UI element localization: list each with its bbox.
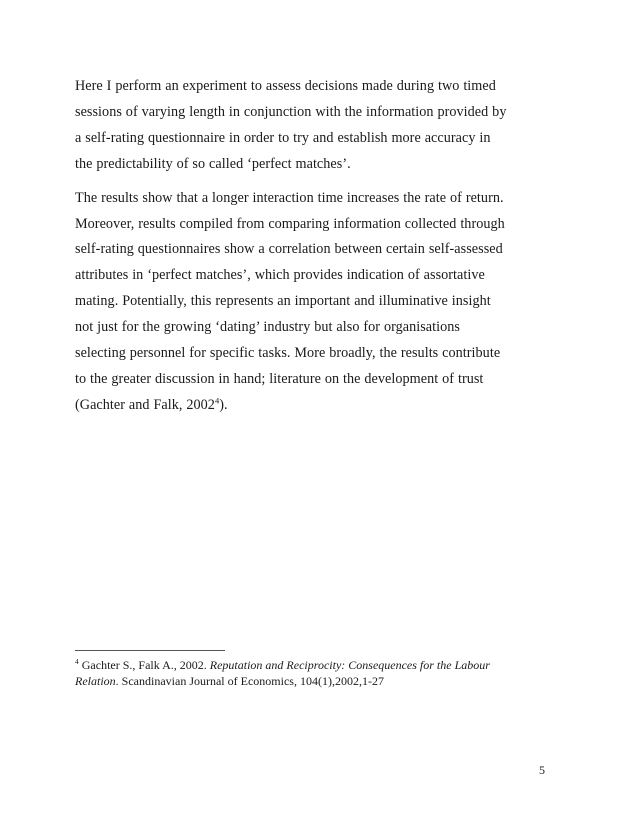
text-line: Moreover, results compiled from comparing information collected through <box>75 215 505 232</box>
text-line: to the greater discussion in hand; literature on the development of trust <box>75 370 484 387</box>
footnote <box>75 657 555 689</box>
text-line: attributes in ‘perfect matches’, which provides indication of assortative <box>75 267 485 284</box>
footnote-title: Reputation and Reciprocity: Consequences for the Labour <box>209 658 490 672</box>
text-line: sessions of varying length in conjunction with the information provided by <box>75 103 507 120</box>
paragraph-results <box>75 186 545 419</box>
footnote-journal: . Scandinavian Journal of Economics, 104(1),2002,1-27 <box>115 674 384 688</box>
citation-text: (Gachter and Falk, 2002 <box>75 396 215 413</box>
footnote-authors: Gachter S., Falk A., 2002. <box>78 658 210 672</box>
paragraph-intro <box>75 74 545 178</box>
text-line: mating. Potentially, this represents an important and illuminative insight <box>75 293 491 310</box>
text-line: a self-rating questionnaire in order to try and establish more accuracy in <box>75 129 491 146</box>
text-line: Here I perform an experiment to assess decisions made during two timed <box>75 78 496 94</box>
footnote-separator <box>75 650 225 651</box>
body-text <box>75 74 545 427</box>
text-line-citation <box>75 393 545 419</box>
footnote-reference[interactable]: 4 <box>214 395 220 406</box>
text-line: the predictability of so called ‘perfect matches’. <box>75 155 351 172</box>
text-line: The results show that a longer interaction time increases the rate of return. <box>75 189 504 206</box>
text-line: selecting personnel for specific tasks. More broadly, the results contribute <box>75 345 501 362</box>
text-line: not just for the growing ‘dating’ industry but also for organisations <box>75 319 460 336</box>
page-number: 5 <box>539 763 545 777</box>
footnote-marker: 4 <box>75 657 79 666</box>
text-line: self-rating questionnaires show a correlation between certain self-assessed <box>75 241 503 258</box>
citation-close: ). <box>219 396 228 413</box>
footnote-title-cont: Relation <box>75 674 116 688</box>
